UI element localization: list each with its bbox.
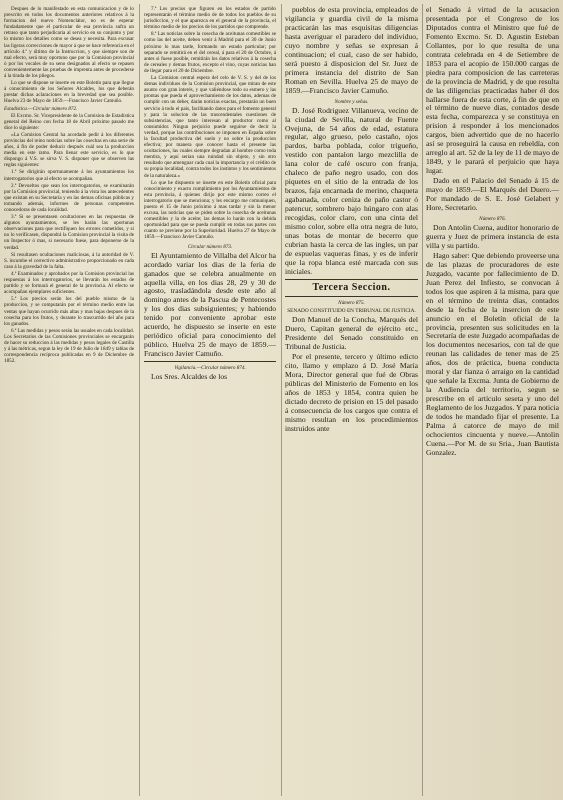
paragraph: Hago saber: Que debiendo proveerse una de las plazas de procuradores de este Juzgado, vacante por fallecimiento de D. Juan Perez del Infiesto, se convocan á todos los que aspiren á la misma, para que en el término de treinta dias, contados desde la fecha de la insercion de este anuncio en el Boletín oficial de la provincia, presenten sus solicitudes en la Secretaría de este Juzgado acompañadas de los documentos necesarios, con tal de que reunan las calidades de tener mas de 25 años, dos de práctica, buena conducta moral y dar fianza ó arraigo en la cantidad que señale la Excma. Junta de Gobierno de la Audiencia del territorio, segun se prescribe en el artículo seseta y uno del Reglamento de los Juzgados. Y para noticia de todos he mandado fijar el presente. La Palma á catorce de mayo de mil ochocientos cincuenta y nueve.—Antolin Cuena.—Por M. de su Sria., Juan Bautista Gonzalez. <box>426 250 559 457</box>
paragraph: el Senado á virtud de la acusacion presentada por el Congreso de los Diputados contra el Ministro que fué de Fomento Excmo. Sr. D. Agustin Esteban Collantes, por lo que resulta de una contrata celebrada en 4 de Setiembre de 1853 para el acopio de 150.000 cargas de piedra para composicion de las carreteras de la provincia de Madrid, y de que resulta de las diligencias practicadas haber él dos hallarse fuera de esta corte, á fin de que en el término de nueve dias, contados desde esta fecha, comparezca y se constituya en prision á responder á los mencionados cargos, bien advertido que de no hacerlo así se proseguirá la causa en rebeldía, con arreglo al art. 52 de la ley de 11 de mayo de 1849, y le parará el perjuicio que haya lugar. <box>426 6 559 176</box>
paragraph: La Comision central espera del celo de V. S. y del de los demas individuos de la Comision provincial, que miran de este asunto con gran interés, y que valiéndose todo su esmero y las prontas que pueda el aprovechamiento de los datos, ademas de cumplir con un deber, darán noticias exactas, prestarán un buen servicio á todo el país, facilitando datos para el fomento general y para la solucion de las trascendentales cuestiones de subsistencias, que tanto interesan al productor como al consumidor. Ningun perjuicio puede seguirse de decir la verdad, porque las contribuciones se imponen en España sobre la facultad productiva del suelo y no sobre la produccion efectiva; por manera que conocer hasta el presente las ocultaciones, las cuales siempre degradan al hombre como toda mentira, y aquí serian una ruindad sin objeto, y sin otro resultado que amenguar cada cual la importancia y el crédito de su propia localidad, contra todos los instintos y los sentimientos de la naturaleza.» <box>144 75 276 179</box>
notice-number: Número 875. <box>338 299 365 306</box>
paragraph: Dado en el Palacio del Senado á 15 de mayo de 1859.—El Marqués del Duero.—Por mandado de S. E. José Gelabert y Hore, Secretario. <box>426 176 559 212</box>
paragraph: Lo que he dispuesto se inserte en este Boletín oficial para conocimiento y exacto cumplimiento por los Ayuntamientos de esta provincia, á quienes dirijo por este mismo correo el interrogatorio que se menciona; y les encargo me comuniquen, puesto el 15 de Junio próximo á mas tardar y sin la menor excusa, las noticias que se piden sobre la cosecha de aceitunas comestibles y la de aceite; las demas lo harán con la debida oportunidad para que se pueda cumplir en todas sus partes con cuanto se previene por la Superioridad. Huelva 27 de Mayo de 1859.—Francisco Javier Camuño. <box>144 179 276 241</box>
notice-number: Número 876. <box>479 215 506 222</box>
column-divider <box>422 4 423 796</box>
circular-heading: Circular número 873. <box>187 243 233 250</box>
paragraph: 1.ª Se dirigirán oportunamente á los ayuntamientos los interrogatorios que al efecto se acompañan. <box>4 169 134 182</box>
paragraph: pueblos de esta provincia, empleados de vigilancia y guardia civil de la misma practicarán las mas esquisitas diligencias hasta averiguar el paradero del individuo, cuyo nombre y señas se expresan á continuacion; el cual, caso de ser habido, será puesto á disposicion del Sr. Juez de primera instancia del distrito de San Roman en Sevilla. Huelva 25 de mayo de 1859.—Francisco Javier Camuño. <box>285 6 418 95</box>
paragraph: El Ayuntamiento de Villalba del Alcor ha acordado variar los dias de la feria de ganados que se celebra anualmente en aquella villa, en los dias 28, 29 y 30 de agosto, trasladándola desde este año al domingo antes de la Pascua de Pentecostes y los dos dias subsiguientes; y habiendo tenido por conveniente aprobar este acuerdo, he dispuesto se inserte en este periódico oficial para conocimiento del público. Huelva 25 de mayo de 1859.—Francisco Javier Camuño. <box>144 250 276 359</box>
divider <box>285 279 418 280</box>
paragraph: 8.ª Las noticias sobre la cosecha de aceitunas comestibles se como las del aceite, deben venir á Madrid para el 30 de Junio próximo lo mas tarde, formando un estado particular; por separado se remitirá en el del cereal, á para el 20 de Octubre, á antes si fuese posible, remitirán los datos relativos á la cosecha de cereales y demas frutos, excepto el vino, cuyas noticias han de llegar para el 20 de Diciembre. <box>144 31 276 74</box>
divider <box>285 296 418 297</box>
column-2 <box>144 6 276 796</box>
column-divider <box>281 4 282 796</box>
subheading: Nombre y señas. <box>334 98 369 105</box>
paragraph: D. José Rodriguez Villanueva, vecino de la ciudad de Sevilla, natural de Fuente Ovejuna, de 54 años de edad, estatura regular, algo grueso, pelo castaño, ojos pardos, barba poblada, color trigueño, vestido con pantalon largo mezclilla de lana color de café oscuro con franja, chaleco de paño negro usado, con dos piquetes en el sitio de la entrada de los brazos, faja encarnada de merino, chaqueta agabanada, color ceniza de paño castor ó patencur, sombrero bajo húngaro con alas recogidas, color claro, con una cinta del mismo color, sobre ella otra negra de luto, unas botas de montar de becerro que cubrian hasta la cerca de las ingles, un par de espuelas vaqueras finas, y es de inferir que la ropa blanca esté marcada con sus iniciales. <box>285 105 418 276</box>
paragraph: Los Sres. Alcaldes de los <box>151 372 228 382</box>
paragraph: 2.ª Devueltos que sean los interrogatorios, se examinarán por la Comision provincial, teniendo á la vista los antecedentes que existan en su Secretaría y en las demas oficinas públicas y tomando además, informes de personas competentes conocedoras de cada localidad. <box>4 182 134 213</box>
column-divider <box>139 4 140 796</box>
paragraph: Despues de lo manifestado en esta comunicacion y de lo prescrito en todos los documentos anteriores relativos á la formacion del nuevo Nomenclátor, no es de esperar fundadamente que el particular de esa provincia sufra un retraso que tanto perjudicaria al servicio en su conjunto y por lo mismo los detalles como se desea y necesita. Para excusar las ligeras correcciones de mayor á que se hace referencia en el artículo 4.º y último de la Instruccion, y que siempre son de mal efecto, será muy oportuno que por la Comision provincial ó por los vocales de su seno designados al efecto se repasen convenientemente las pruebas de imprenta antes de procederse á la tirada de los pliegos. <box>4 6 134 80</box>
column-3 <box>285 6 418 796</box>
section-title: Tercera Seccion. <box>312 281 391 293</box>
paragraph: Por el presente, tercero y último edicto cito, llamo y emplazo á D. José María Mora, Director general que fué de Obras públicas del Ministerio de Fomento en los años de 1853 y 1854, contra quien he dictado decreto de prision en 15 del pasado á consecuencia de los cargos que contra el mismo resultan en los procedimientos instruidos ante <box>285 351 418 433</box>
divider <box>144 361 276 362</box>
paragraph: 5.ª Los precios serán los del pueblo mismo de la produccion, y se computarán por el término medio entre las ventas que hayan ocurrido más altas y mas bajas despues de la cosecha para los frutos, y durante lo trascurrido del año para los ganados. <box>4 296 134 327</box>
column-1 <box>4 6 134 796</box>
paragraph: 4.ª Examinados y aprobados por la Comision provincial las respuestas á los interrogatorios, se llevarán los estados de partido y se formará el general de la provincia. Al efecto se acompañan ejemplares suficientes. <box>4 270 134 296</box>
column-4 <box>426 6 559 796</box>
court-heading: SENADO CONSTITUIDO EN TRIBUNAL DE JUSTICIA. <box>287 307 416 314</box>
paragraph: «La Comision Central ha acordado pedir á los diferentes provincias del reino noticias sobre las cosechas en una serie de años, á fin de poder deducir después cuál sea la produccion media en este ramo. Para llenar este servicio, es lo que dispongo á V.S. se sirva V. S. disponer que se observen las reglas siguientes: <box>4 131 134 169</box>
paragraph: Lo que se dispone se inserte en este Boletín para que llegue á conocimiento de los Señores Alcaldes, los que deberán prestar dichas aclaraciones en la brevedad que sea posible. Huelva 23 de Mayo de 1859.—Francisco Javier Camuño. <box>4 80 134 105</box>
paragraph: El Excmo. Sr. Vicepresidente de la Comision de Estadística general del Reino con fecha 18 de Abril próximo pasado me dice lo siguiente: <box>4 112 134 131</box>
section-heading: Estadística.—Circular número 872. <box>4 105 78 112</box>
paragraph: Si resultasen ocultaciones maliciosas, á la autoridad de V. S. incumbe el correctivo administrativo proporcionado en cada caso á la gravedad de la falta. <box>4 251 134 270</box>
paragraph: Don Manuel de la Concha, Marqués del Duero, Capitan general de ejército etc., Presidente del Senado constituido en Tribunal de Justicia. <box>285 315 418 351</box>
paragraph: 6.ª Las medidas y pesos serán las usuales en cada localidad. Los Secretarios de las Comisiones provinciales se encargarán de hacer su reduccion á las medidas y pesos legales de Castilla y á las métricas, segun la ley de 19 de Julio de 1849 y tablas de correspondencia recíproca publicadas en 9 de Diciembre de 1852. <box>4 327 134 365</box>
paragraph: Don Antolin Cuena, auditor honorario de guerra y Juez de primera instancia de esta villa y su partido. <box>426 223 559 250</box>
paragraph: 7.ª Los precios que figuren en los estados de partido representarán el término medio de de todos los pueblos de su jurisdiccion, y el que aparezca en el general de la provincia, el término medio de los precios de los partidos que comprende. <box>144 6 276 31</box>
circular-heading: Vigilancia.—Circular número 874. <box>174 365 246 372</box>
paragraph: 3.ª Si se presentasen ocultaciones en las respuestas de algunos ayuntamientos, se les harán las oportunas observaciones para que rectifiquen los errores cometidos, y si no lo verificasen, dispondrá la Comision provincial la visita de un Inspector ó mas, si necesario fuese, para deponerse de la verdad. <box>4 214 134 251</box>
